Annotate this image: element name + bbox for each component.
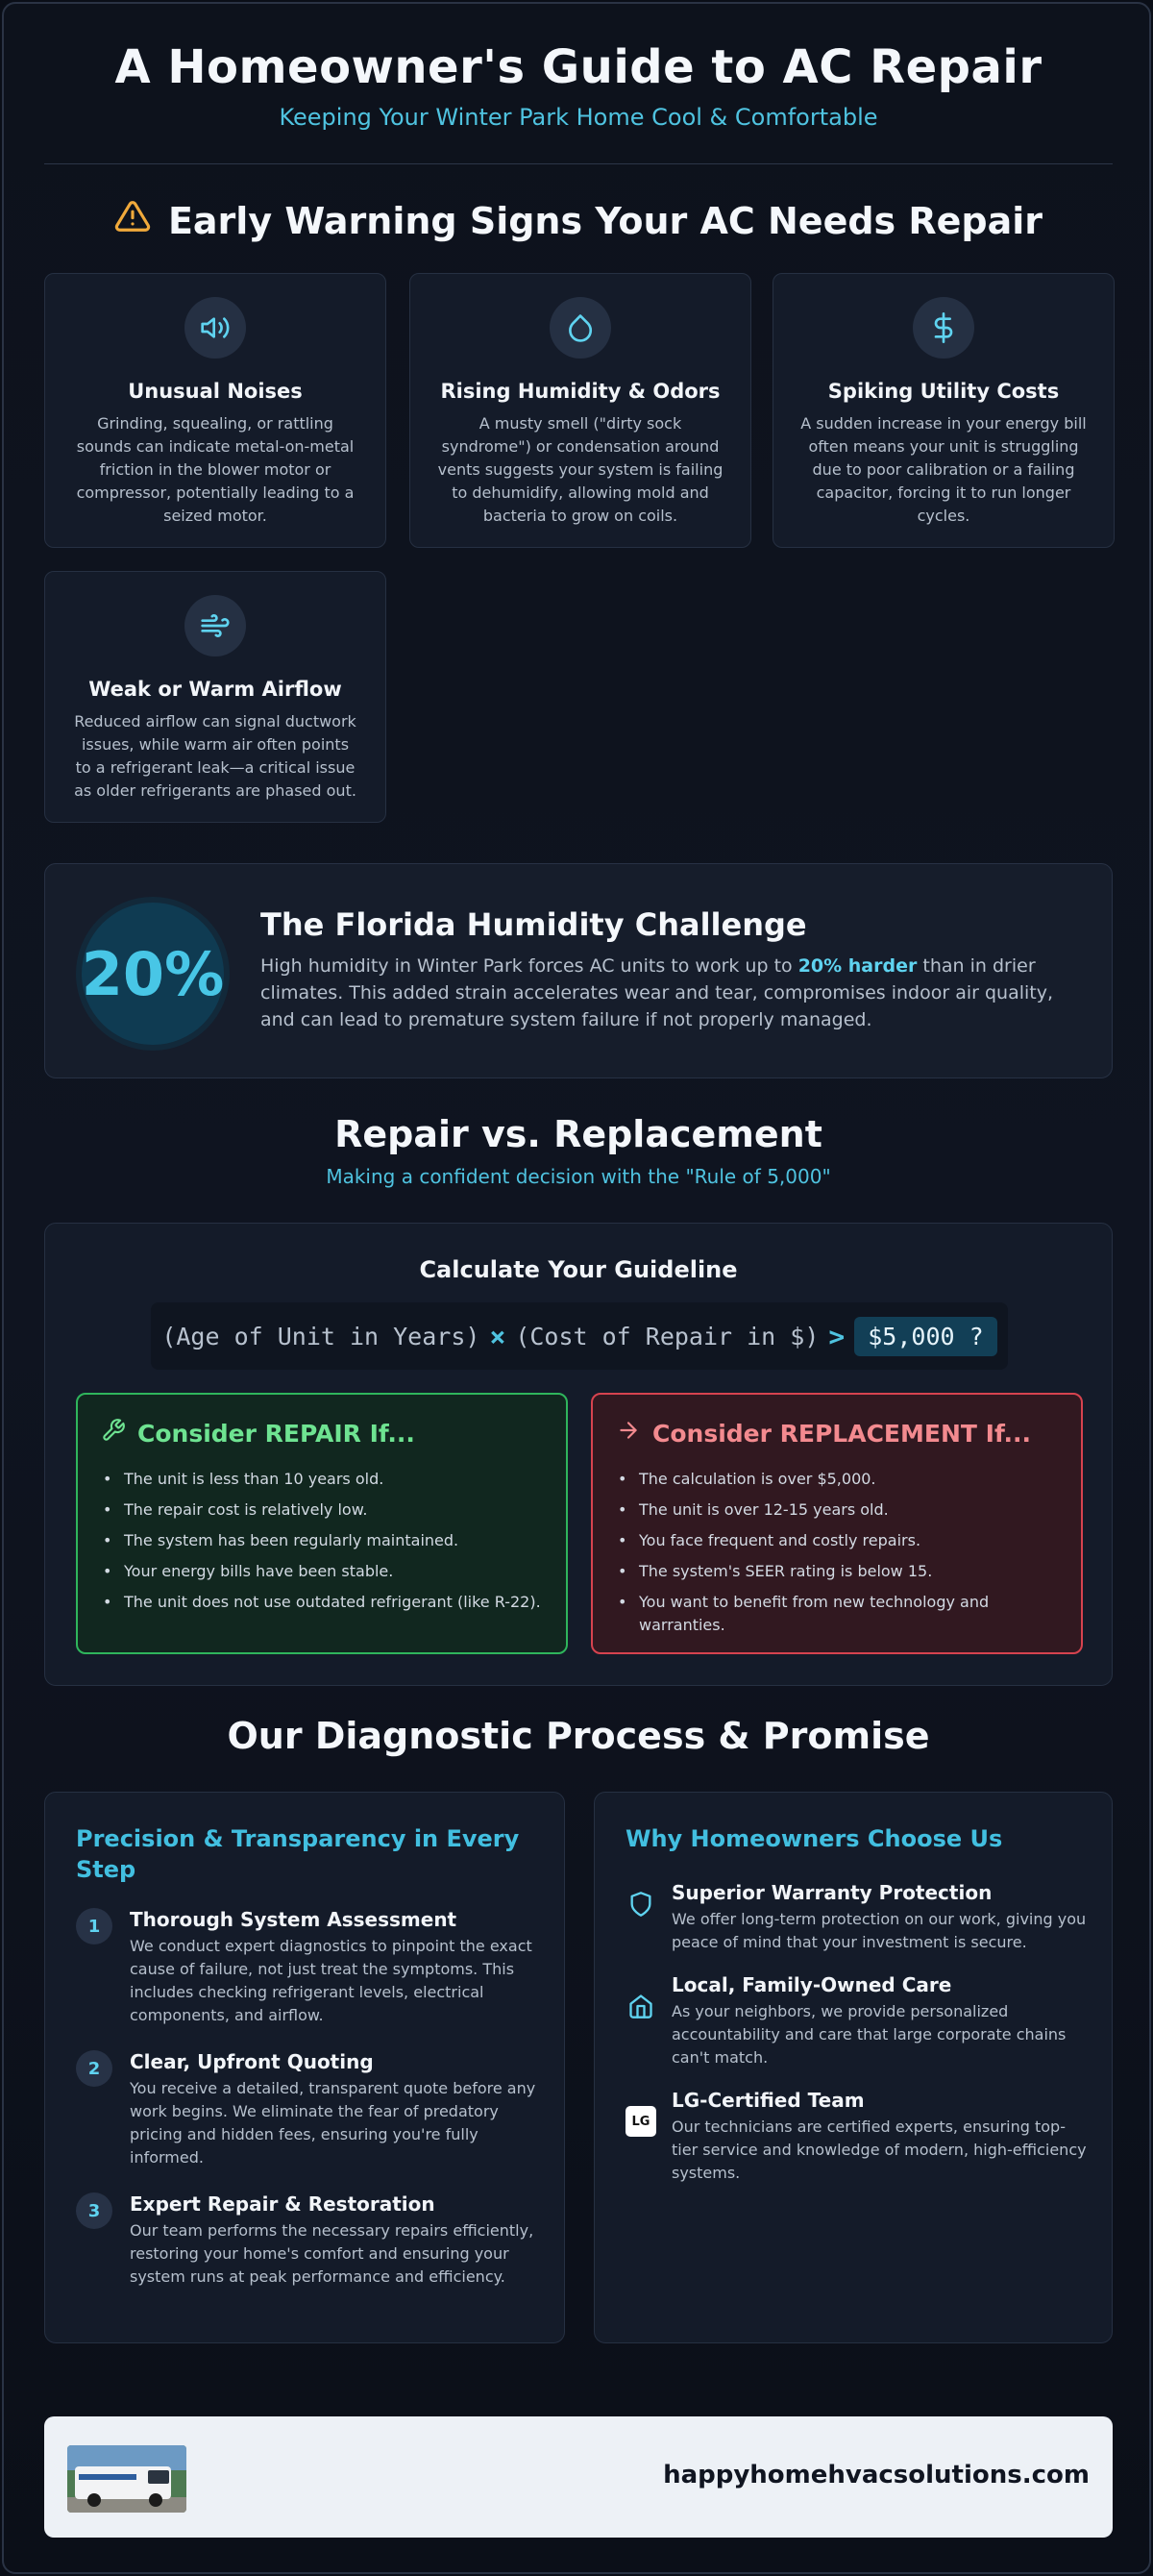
card-text: A sudden increase in your energy bill often means your unit is struggling due to poor calibration or a failing capacitor, forcing it to run longer cycles. [800, 414, 1087, 525]
calculator-panel [44, 1223, 1113, 1686]
replacement-list [616, 1468, 1058, 1637]
step-number: 1 [76, 1908, 112, 1944]
list-item: • Your energy bills have been stable. [101, 1560, 543, 1583]
website-link[interactable]: happyhomehvacsolutions.com [663, 2461, 1090, 2489]
why-us-title: Why Homeowners Choose Us [626, 1825, 1003, 1852]
arrow-right-icon [616, 1418, 641, 1449]
repair-vs-replacement-title: Repair vs. Replacement [334, 1113, 822, 1155]
divider [44, 163, 1113, 164]
reason-item [626, 2089, 1087, 2185]
humidity-highlight: 20% harder [797, 955, 918, 977]
process-step [76, 2192, 537, 2289]
page-title: A Homeowner's Guide to AC Repair [114, 40, 1043, 94]
home-icon [626, 1991, 656, 2021]
reason-title: LG-Certified Team [672, 2089, 865, 2112]
repair-criteria-title [101, 1418, 543, 1449]
humidity-stat: 20% [82, 903, 224, 1045]
list-item: • The unit does not use outdated refrigerant (like R-22). [101, 1591, 543, 1614]
reason-item [626, 1881, 1087, 1954]
step-title: Expert Repair & Restoration [130, 2192, 435, 2216]
step-text: We conduct expert diagnostics to pinpoint the exact cause of failure, not just treat the symptoms. This includes checking refrigerant levels, electrical components, and airflow. [130, 1937, 532, 2024]
step-text: Our team performs the necessary repairs efficiently, restoring your home's comfort and ensuring your system runs at peak performance and efficiency. [130, 2221, 534, 2286]
list-item: • The repair cost is relatively low. [101, 1499, 543, 1522]
step-number: 2 [76, 2050, 112, 2087]
list-item: • The unit is less than 10 years old. [101, 1468, 543, 1491]
greater-than-operator: > [828, 1320, 846, 1352]
warning-title-text: Early Warning Signs Your AC Needs Repair [167, 199, 1043, 242]
card-text: A musty smell ("dirty sock syndrome") or condensation around vents suggests your system is failing to dehumidify, allowing mold and bacteria to grow on coils. [437, 414, 724, 525]
step-number: 3 [76, 2192, 112, 2229]
warning-card-utility [773, 273, 1115, 548]
replacement-criteria-box [591, 1393, 1083, 1654]
page-subtitle: Keeping Your Winter Park Home Cool & Comfortable [279, 104, 878, 131]
speaker-icon [184, 297, 246, 359]
warning-card-noises [44, 273, 386, 548]
list-item: • The unit is over 12-15 years old. [616, 1499, 1058, 1522]
card-title: Weak or Warm Airflow [88, 678, 342, 701]
humidity-title: The Florida Humidity Challenge [260, 906, 807, 943]
process-panel-title: Precision & Transparency in Every Step [76, 1825, 520, 1883]
card-title: Rising Humidity & Odors [440, 380, 721, 403]
process-panel [44, 1792, 565, 2343]
reason-text: As your neighbors, we provide personalized accountability and care that large corporate chains can't match. [672, 2002, 1067, 2067]
reason-title: Local, Family-Owned Care [672, 1973, 952, 1996]
humidity-callout [44, 863, 1113, 1078]
calculator-title: Calculate Your Guideline [419, 1256, 738, 1283]
step-title: Clear, Upfront Quoting [130, 2050, 374, 2073]
repair-vs-replacement-subtitle: Making a confident decision with the "Rule of 5,000" [326, 1165, 831, 1188]
humidity-text [260, 953, 1087, 1033]
repair-title-text: Consider REPAIR If... [137, 1419, 415, 1448]
repair-criteria-box [76, 1393, 568, 1654]
replacement-title-text: Consider REPLACEMENT If... [652, 1419, 1031, 1448]
infographic-frame [2, 2, 1151, 2574]
humidity-text-end: than in drier climates. This added strain accelerates wear and tear, compromises indoor air quality, and can lead to premature system failure if not properly managed. [260, 955, 1054, 1030]
formula-cost: (Cost of Repair in $) [515, 1322, 820, 1350]
card-title: Spiking Utility Costs [827, 380, 1060, 403]
list-item: • The system's SEER rating is below 15. [616, 1560, 1058, 1583]
reason-text: Our technicians are certified experts, ensuring top-tier service and knowledge of modern, high-efficiency systems. [672, 2118, 1087, 2182]
process-step [76, 1908, 537, 2027]
service-van-image [67, 2445, 186, 2513]
reason-title: Superior Warranty Protection [672, 1881, 993, 1904]
warning-card-humidity [409, 273, 751, 548]
formula-threshold: $5,000 ? [854, 1317, 996, 1356]
reason-item [626, 1973, 1087, 2069]
step-text: You receive a detailed, transparent quote before any work begins. We eliminate the fear of predatory pricing and hidden fees, ensuring you're fully informed. [130, 2079, 536, 2167]
dollar-icon [913, 297, 974, 359]
list-item: • The calculation is over $5,000. [616, 1468, 1058, 1491]
process-step [76, 2050, 537, 2169]
diagnostic-section-title: Our Diagnostic Process & Promise [227, 1715, 930, 1757]
list-item: • You want to benefit from new technology and warranties. [616, 1591, 1058, 1637]
replacement-criteria-title [616, 1418, 1058, 1449]
reason-text: We offer long-term protection on our work, giving you peace of mind that your investment is secure. [672, 1910, 1087, 1951]
warning-card-airflow [44, 571, 386, 823]
repair-list [101, 1468, 543, 1614]
humidity-text-start: High humidity in Winter Park forces AC units to work up to [260, 955, 798, 977]
multiply-operator: × [489, 1320, 506, 1352]
card-text: Reduced airflow can signal ductwork issues, while warm air often points to a refrigerant leak—a critical issue as older refrigerants are phased out. [74, 712, 356, 800]
warning-section-title [44, 198, 1113, 243]
rule-formula [151, 1302, 1008, 1370]
card-text: Grinding, squealing, or rattling sounds can indicate metal-on-metal friction in the blower motor or compressor, potentially leading to a seized motor. [76, 414, 355, 525]
lg-logo-icon: LG [626, 2106, 656, 2137]
footer-bar [44, 2416, 1113, 2538]
list-item: • The system has been regularly maintained. [101, 1529, 543, 1552]
why-us-panel [594, 1792, 1113, 2343]
formula-age: (Age of Unit in Years) [161, 1322, 480, 1350]
wrench-icon [101, 1418, 126, 1449]
step-title: Thorough System Assessment [130, 1908, 457, 1931]
card-title: Unusual Noises [128, 380, 303, 403]
list-item: • You face frequent and costly repairs. [616, 1529, 1058, 1552]
warning-triangle-icon [114, 198, 151, 243]
wind-icon [184, 595, 246, 656]
shield-icon [626, 1889, 656, 1920]
droplet-icon [550, 297, 611, 359]
